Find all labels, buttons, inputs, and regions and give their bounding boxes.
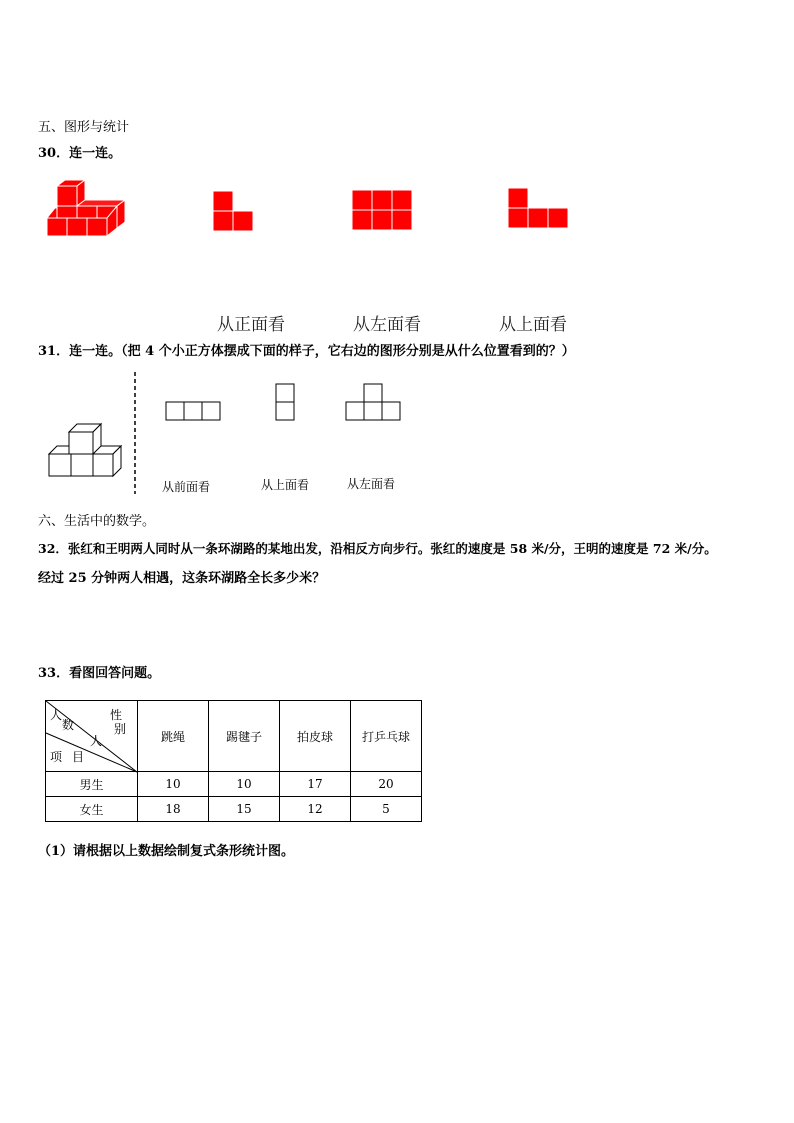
- column-header-ping-pong: 打乒乓球: [351, 701, 422, 772]
- question-32-line-2: 经过 25 分钟两人相遇，这条环湖路全长多少米？: [38, 571, 326, 586]
- q31-view-shape-3: [345, 383, 403, 421]
- table-row-girls: [46, 797, 422, 822]
- q31-view-shape-1: [165, 401, 222, 421]
- cell-boys-ping-pong: 20: [351, 772, 422, 797]
- column-header-shuttlecock: 踢毽子: [209, 701, 280, 772]
- cell-boys-bounce-ball: 17: [280, 772, 351, 797]
- question-31-title: 31．连一连。（把 4 个小正方体摆成下面的样子，它右边的图形分别是从什么位置看到的？）: [38, 344, 575, 359]
- q30-view-shape-3: [507, 187, 569, 229]
- section-five-title: 五、图形与统计: [38, 120, 130, 135]
- q30-red-cube-solid: [45, 178, 125, 238]
- header-person-char: 人: [90, 734, 103, 748]
- row-label-boys: 男生: [46, 772, 138, 797]
- column-header-jump-rope: 跳绳: [138, 701, 209, 772]
- q31-label-top: 从上面看: [261, 478, 310, 492]
- cell-girls-bounce-ball: 12: [280, 797, 351, 822]
- table-row-boys: [46, 772, 422, 797]
- cell-boys-jump-rope: 10: [138, 772, 209, 797]
- question-33-title: 33．看图回答问题。: [38, 666, 161, 681]
- q31-label-left: 从左面看: [347, 477, 396, 491]
- header-item-char-2: 目: [72, 750, 85, 764]
- header-count-char-2: 数: [62, 718, 75, 732]
- q31-view-shape-2: [275, 383, 296, 421]
- cell-girls-ping-pong: 5: [351, 797, 422, 822]
- q30-label-front: 从正面看: [217, 315, 285, 335]
- header-item-char-1: 项: [50, 750, 63, 764]
- header-gender-char-2: 别: [114, 722, 127, 736]
- header-gender-char-1: 性: [110, 708, 123, 722]
- header-count-char-1: 人: [50, 708, 63, 722]
- q30-view-shape-2: [351, 189, 413, 231]
- q31-label-front: 从前面看: [162, 480, 211, 494]
- q30-view-shape-1: [212, 190, 256, 232]
- q31-dashed-divider: [133, 372, 137, 494]
- question-33-subquestion-1: （1）请根据以上数据绘制复式条形统计图。: [38, 844, 295, 859]
- row-label-girls: 女生: [46, 797, 138, 822]
- q30-label-left: 从左面看: [353, 315, 421, 335]
- question-30-title: 30．连一连。: [38, 146, 122, 161]
- section-six-title: 六、生活中的数学。: [38, 514, 156, 529]
- q30-label-top: 从上面看: [499, 315, 567, 335]
- cell-girls-jump-rope: 18: [138, 797, 209, 822]
- q31-cube-solid: [45, 420, 125, 480]
- sports-data-table: [45, 700, 422, 822]
- table-header-corner: [46, 701, 138, 772]
- cell-boys-shuttlecock: 10: [209, 772, 280, 797]
- cell-girls-shuttlecock: 15: [209, 797, 280, 822]
- column-header-bounce-ball: 拍皮球: [280, 701, 351, 772]
- question-32-line-1: 32．张红和王明两人同时从一条环湖路的某地出发，沿相反方向步行。张红的速度是 58 米/分，王明的速度是 72 米/分。: [38, 541, 717, 556]
